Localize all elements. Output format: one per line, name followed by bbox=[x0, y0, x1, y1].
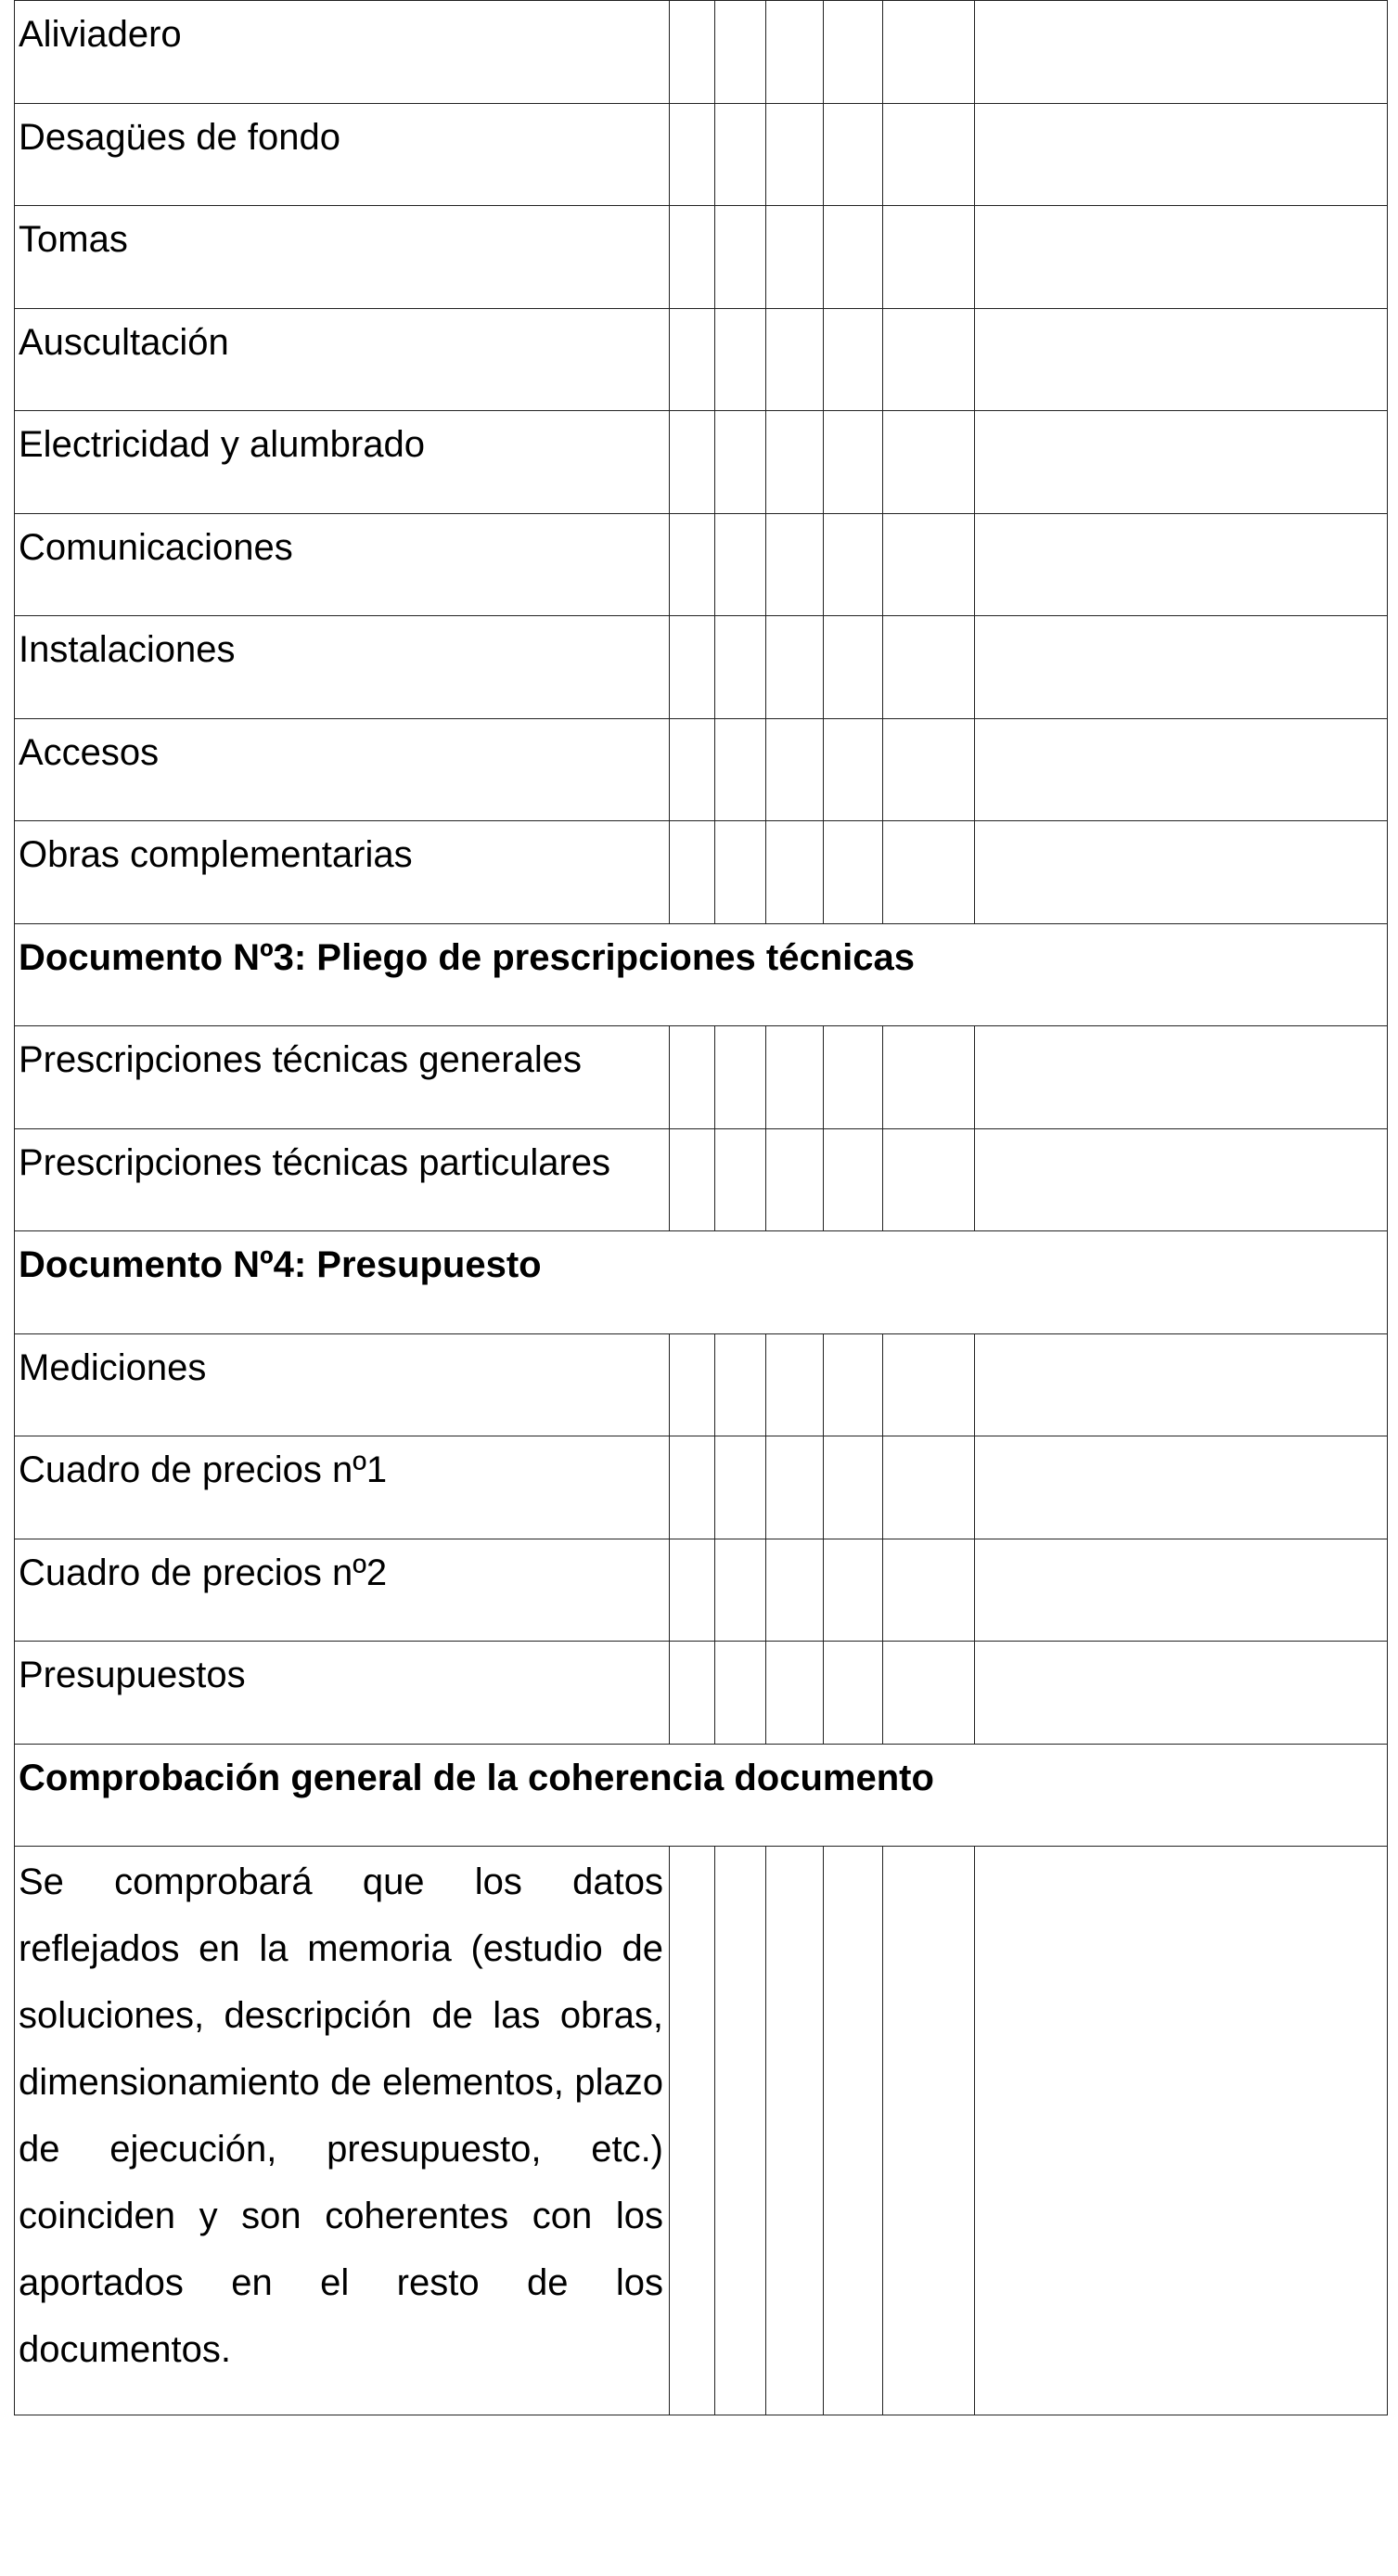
check-cell[interactable] bbox=[766, 1, 824, 104]
check-cell[interactable] bbox=[883, 103, 975, 206]
row-label-cell bbox=[15, 103, 670, 206]
check-cell[interactable] bbox=[883, 411, 975, 514]
check-cell[interactable] bbox=[670, 1333, 715, 1436]
row-label: Comunicaciones bbox=[19, 526, 293, 568]
row-label: Presupuestos bbox=[19, 1655, 246, 1695]
check-cell[interactable] bbox=[824, 1, 883, 104]
notes-cell[interactable] bbox=[975, 718, 1388, 821]
check-cell[interactable] bbox=[766, 1539, 824, 1642]
check-cell[interactable] bbox=[715, 616, 766, 719]
table-row bbox=[15, 513, 1388, 616]
checklist-document bbox=[14, 0, 1387, 2415]
table-row bbox=[15, 206, 1388, 309]
check-cell[interactable] bbox=[883, 513, 975, 616]
check-cell[interactable] bbox=[883, 821, 975, 924]
check-cell[interactable] bbox=[766, 821, 824, 924]
row-label: Aliviadero bbox=[19, 14, 182, 55]
section-header-cell bbox=[15, 1231, 1388, 1334]
notes-cell[interactable] bbox=[975, 1128, 1388, 1231]
notes-cell[interactable] bbox=[975, 1539, 1388, 1642]
check-cell[interactable] bbox=[824, 1642, 883, 1745]
check-cell[interactable] bbox=[766, 308, 824, 411]
check-cell[interactable] bbox=[824, 1333, 883, 1436]
section-header-cell bbox=[15, 1744, 1388, 1847]
row-label-cell bbox=[15, 1026, 670, 1129]
check-cell[interactable] bbox=[824, 308, 883, 411]
check-cell[interactable] bbox=[883, 1026, 975, 1129]
check-cell[interactable] bbox=[715, 718, 766, 821]
check-cell[interactable] bbox=[883, 1642, 975, 1745]
row-label: Desagües de fondo bbox=[19, 116, 340, 158]
table-row bbox=[15, 718, 1388, 821]
notes-cell[interactable] bbox=[975, 206, 1388, 309]
notes-cell[interactable] bbox=[975, 616, 1388, 719]
check-cell[interactable] bbox=[824, 718, 883, 821]
row-label: Instalaciones bbox=[19, 629, 236, 670]
section-header-row bbox=[15, 1744, 1388, 1847]
notes-cell[interactable] bbox=[975, 1642, 1388, 1745]
row-label: Prescripciones técnicas particulares bbox=[19, 1141, 611, 1183]
check-cell[interactable] bbox=[715, 821, 766, 924]
check-cell[interactable] bbox=[766, 1026, 824, 1129]
check-cell[interactable] bbox=[883, 1539, 975, 1642]
table-row bbox=[15, 1436, 1388, 1539]
notes-cell[interactable] bbox=[975, 1333, 1388, 1436]
section-title: Documento Nº3: Pliego de prescripciones técnicas bbox=[19, 936, 915, 978]
table-row bbox=[15, 1333, 1388, 1436]
row-label-cell bbox=[15, 1847, 670, 2415]
check-cell[interactable] bbox=[883, 718, 975, 821]
check-cell[interactable] bbox=[766, 616, 824, 719]
row-label-cell bbox=[15, 1539, 670, 1642]
row-label: Tomas bbox=[19, 219, 128, 260]
table-row bbox=[15, 1642, 1388, 1745]
check-cell[interactable] bbox=[824, 616, 883, 719]
check-cell[interactable] bbox=[715, 513, 766, 616]
check-cell[interactable] bbox=[715, 1128, 766, 1231]
check-cell[interactable] bbox=[824, 206, 883, 309]
notes-cell[interactable] bbox=[975, 1436, 1388, 1539]
check-cell[interactable] bbox=[670, 1847, 715, 2415]
check-cell[interactable] bbox=[883, 1333, 975, 1436]
notes-cell[interactable] bbox=[975, 513, 1388, 616]
row-label: Mediciones bbox=[19, 1346, 207, 1388]
check-cell[interactable] bbox=[715, 103, 766, 206]
check-cell[interactable] bbox=[715, 1, 766, 104]
notes-cell[interactable] bbox=[975, 103, 1388, 206]
check-cell[interactable] bbox=[883, 206, 975, 309]
row-label-cell bbox=[15, 206, 670, 309]
check-cell[interactable] bbox=[670, 1436, 715, 1539]
check-cell[interactable] bbox=[670, 718, 715, 821]
table-row bbox=[15, 1847, 1388, 2415]
check-cell[interactable] bbox=[883, 1, 975, 104]
check-cell[interactable] bbox=[824, 821, 883, 924]
row-label-cell bbox=[15, 616, 670, 719]
table-row bbox=[15, 821, 1388, 924]
check-cell[interactable] bbox=[766, 1128, 824, 1231]
row-label-cell bbox=[15, 1642, 670, 1745]
check-cell[interactable] bbox=[670, 1128, 715, 1231]
section-header-row bbox=[15, 923, 1388, 1026]
check-cell[interactable] bbox=[670, 103, 715, 206]
check-cell[interactable] bbox=[824, 513, 883, 616]
check-cell[interactable] bbox=[883, 616, 975, 719]
row-label-cell bbox=[15, 1436, 670, 1539]
check-cell[interactable] bbox=[883, 1436, 975, 1539]
check-cell[interactable] bbox=[715, 1026, 766, 1129]
check-cell[interactable] bbox=[670, 1, 715, 104]
row-label-cell bbox=[15, 821, 670, 924]
check-cell[interactable] bbox=[766, 1847, 824, 2415]
row-label: Accesos bbox=[19, 731, 160, 773]
table-row bbox=[15, 1539, 1388, 1642]
table-row bbox=[15, 1128, 1388, 1231]
table-row bbox=[15, 411, 1388, 514]
check-cell[interactable] bbox=[670, 1539, 715, 1642]
check-cell[interactable] bbox=[715, 411, 766, 514]
checklist-table bbox=[14, 0, 1388, 2415]
section-header-cell bbox=[15, 923, 1388, 1026]
row-label-cell bbox=[15, 1, 670, 104]
row-label-cell bbox=[15, 411, 670, 514]
check-cell[interactable] bbox=[670, 308, 715, 411]
notes-cell[interactable] bbox=[975, 1026, 1388, 1129]
check-cell[interactable] bbox=[883, 1847, 975, 2415]
row-label-cell bbox=[15, 1333, 670, 1436]
check-cell[interactable] bbox=[670, 1026, 715, 1129]
check-cell[interactable] bbox=[824, 1539, 883, 1642]
coherence-paragraph: Se comprobará que los datos reflejados en la memoria (estudio de soluciones, descripción de las obras, dimensionamiento de elementos, plazo de ejecución, presupuesto, etc.) coinciden y son coherentes con los aportados en el resto de los documentos. bbox=[19, 1861, 663, 2370]
check-cell[interactable] bbox=[883, 308, 975, 411]
row-label-cell bbox=[15, 718, 670, 821]
notes-cell[interactable] bbox=[975, 411, 1388, 514]
notes-cell[interactable] bbox=[975, 308, 1388, 411]
notes-cell[interactable] bbox=[975, 1847, 1388, 2415]
check-cell[interactable] bbox=[766, 1436, 824, 1539]
row-label: Prescripciones técnicas generales bbox=[19, 1039, 582, 1080]
check-cell[interactable] bbox=[670, 821, 715, 924]
check-cell[interactable] bbox=[715, 1847, 766, 2415]
check-cell[interactable] bbox=[824, 103, 883, 206]
check-cell[interactable] bbox=[715, 1333, 766, 1436]
section-header-row bbox=[15, 1231, 1388, 1334]
row-label-cell bbox=[15, 308, 670, 411]
check-cell[interactable] bbox=[670, 513, 715, 616]
check-cell[interactable] bbox=[670, 616, 715, 719]
row-label: Cuadro de precios nº2 bbox=[19, 1552, 388, 1593]
check-cell[interactable] bbox=[715, 1436, 766, 1539]
table-row bbox=[15, 616, 1388, 719]
check-cell[interactable] bbox=[715, 308, 766, 411]
table-row bbox=[15, 1, 1388, 104]
check-cell[interactable] bbox=[670, 206, 715, 309]
check-cell[interactable] bbox=[766, 103, 824, 206]
notes-cell[interactable] bbox=[975, 821, 1388, 924]
row-label: Electricidad y alumbrado bbox=[19, 424, 425, 465]
table-row bbox=[15, 308, 1388, 411]
check-cell[interactable] bbox=[670, 1642, 715, 1745]
row-label: Auscultación bbox=[19, 321, 229, 363]
table-row bbox=[15, 103, 1388, 206]
check-cell[interactable] bbox=[883, 1128, 975, 1231]
notes-cell[interactable] bbox=[975, 1, 1388, 104]
row-label: Cuadro de precios nº1 bbox=[19, 1449, 388, 1490]
check-cell[interactable] bbox=[766, 411, 824, 514]
row-label-cell bbox=[15, 1128, 670, 1231]
check-cell[interactable] bbox=[715, 206, 766, 309]
check-cell[interactable] bbox=[824, 1436, 883, 1539]
check-cell[interactable] bbox=[824, 1128, 883, 1231]
check-cell[interactable] bbox=[715, 1642, 766, 1745]
section-title: Documento Nº4: Presupuesto bbox=[19, 1244, 542, 1285]
check-cell[interactable] bbox=[766, 1333, 824, 1436]
row-label-cell bbox=[15, 513, 670, 616]
check-cell[interactable] bbox=[766, 206, 824, 309]
check-cell[interactable] bbox=[715, 1539, 766, 1642]
check-cell[interactable] bbox=[766, 718, 824, 821]
check-cell[interactable] bbox=[766, 1642, 824, 1745]
check-cell[interactable] bbox=[824, 1026, 883, 1129]
check-cell[interactable] bbox=[670, 411, 715, 514]
check-cell[interactable] bbox=[824, 1847, 883, 2415]
table-row bbox=[15, 1026, 1388, 1129]
row-label: Obras complementarias bbox=[19, 834, 413, 875]
check-cell[interactable] bbox=[824, 411, 883, 514]
section-title: Comprobación general de la coherencia documento bbox=[19, 1757, 934, 1798]
check-cell[interactable] bbox=[766, 513, 824, 616]
